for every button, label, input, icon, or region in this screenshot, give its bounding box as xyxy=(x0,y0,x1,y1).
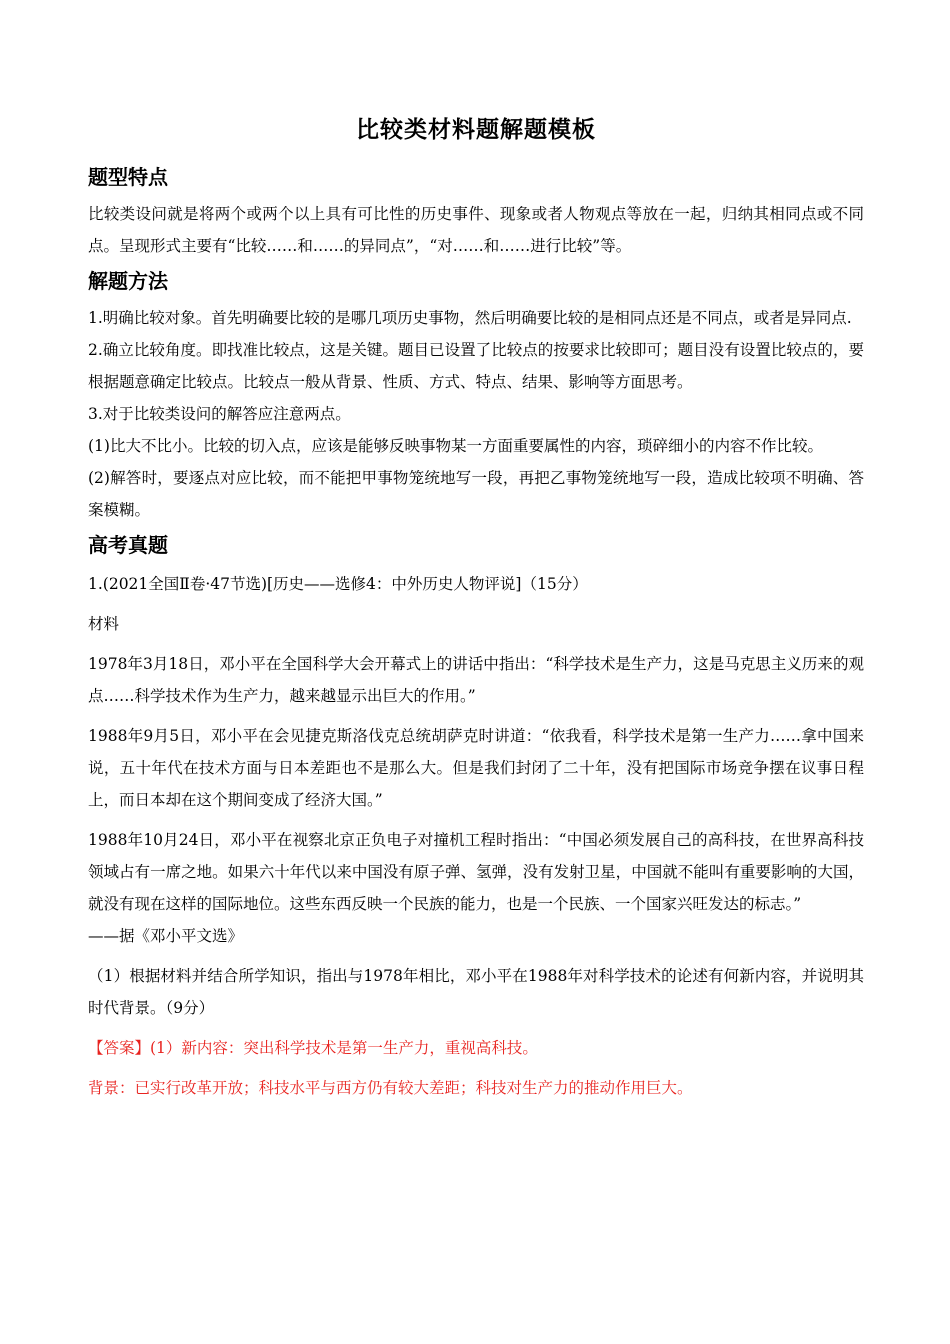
question-title: 1.(2021全国Ⅱ卷·47节选)[历史——选修4：中外历史人物评说]（15分） xyxy=(88,575,588,593)
page-title: 比较类材料题解题模板 xyxy=(356,116,596,143)
method-item-2: 2.确立比较角度。即找准比较点，这是关键。题目已设置了比较点的按要求比较即可；题目没有设置比较点的，要根据题意确定比较点。比较点一般从背景、性质、方式、特点、结果、影响等方面思考。 xyxy=(88,341,864,391)
document-body xyxy=(88,112,864,1104)
sub-question-1: （1）根据材料并结合所学知识，指出与1978年相比，邓小平在1988年对科学技术的论述有何新内容，并说明其时代背景。（9分） xyxy=(88,967,864,1017)
answer-line-2: 背景：已实行改革开放；科技水平与西方仍有较大差距；科技对生产力的推动作用巨大。 xyxy=(88,1079,693,1097)
material-paragraph-3: 1988年10月24日，邓小平在视察北京正负电子对撞机工程时指出：“中国必须发展自己的高科技，在世界高科技领域占有一席之地。如果六十年代以来中国没有原子弹、氢弹，没有发射卫星，中国就不能叫有重要影响的大国，就没有现在这样的国际地位。这些东西反映一个民族的能力，也是一个民族、一个国家兴旺发达的标志。” xyxy=(88,831,864,913)
answer-line-1: 【答案】(1）新内容：突出科学技术是第一生产力，重视高科技。 xyxy=(88,1039,538,1057)
material-paragraph-1: 1978年3月18日，邓小平在全国科学大会开幕式上的讲话中指出：“科学技术是生产力，这是马克思主义历来的观点……科学技术作为生产力，越来越显示出巨大的作用。” xyxy=(88,655,864,705)
heading-features: 题型特点 xyxy=(88,165,168,189)
material-source: ——据《邓小平文选》 xyxy=(88,927,244,945)
material-label: 材料 xyxy=(88,615,120,633)
material-paragraph-2: 1988年9月5日，邓小平在会见捷克斯洛伐克总统胡萨克时讲道：“依我看，科学技术是第一生产力……拿中国来说，五十年代在技术方面与日本差距也不是那么大。但是我们封闭了二十年，没有把国际市场竞争摆在议事日程上，而日本却在这个期间变成了经济大国。” xyxy=(88,727,864,809)
heading-exam: 高考真题 xyxy=(88,533,168,557)
features-paragraph: 比较类设问就是将两个或两个以上具有可比性的历史事件、现象或者人物观点等放在一起，归纳其相同点或不同点。呈现形式主要有“比较……和……的异同点”，“对……和……进行比较”等。 xyxy=(88,205,864,255)
heading-method: 解题方法 xyxy=(88,269,168,293)
method-item-3: 3.对于比较类设问的解答应注意两点。 xyxy=(88,405,351,423)
method-item-1: 1.明确比较对象。首先明确要比较的是哪几项历史事物，然后明确要比较的是相同点还是不同点，或者是异同点. xyxy=(88,309,852,327)
method-item-3-2: (2)解答时，要逐点对应比较，而不能把甲事物笼统地写一段，再把乙事物笼统地写一段，造成比较项不明确、答案模糊。 xyxy=(88,469,864,519)
method-item-3-1: (1)比大不比小。比较的切入点，应该是能够反映事物某一方面重要属性的内容，琐碎细小的内容不作比较。 xyxy=(88,437,823,455)
